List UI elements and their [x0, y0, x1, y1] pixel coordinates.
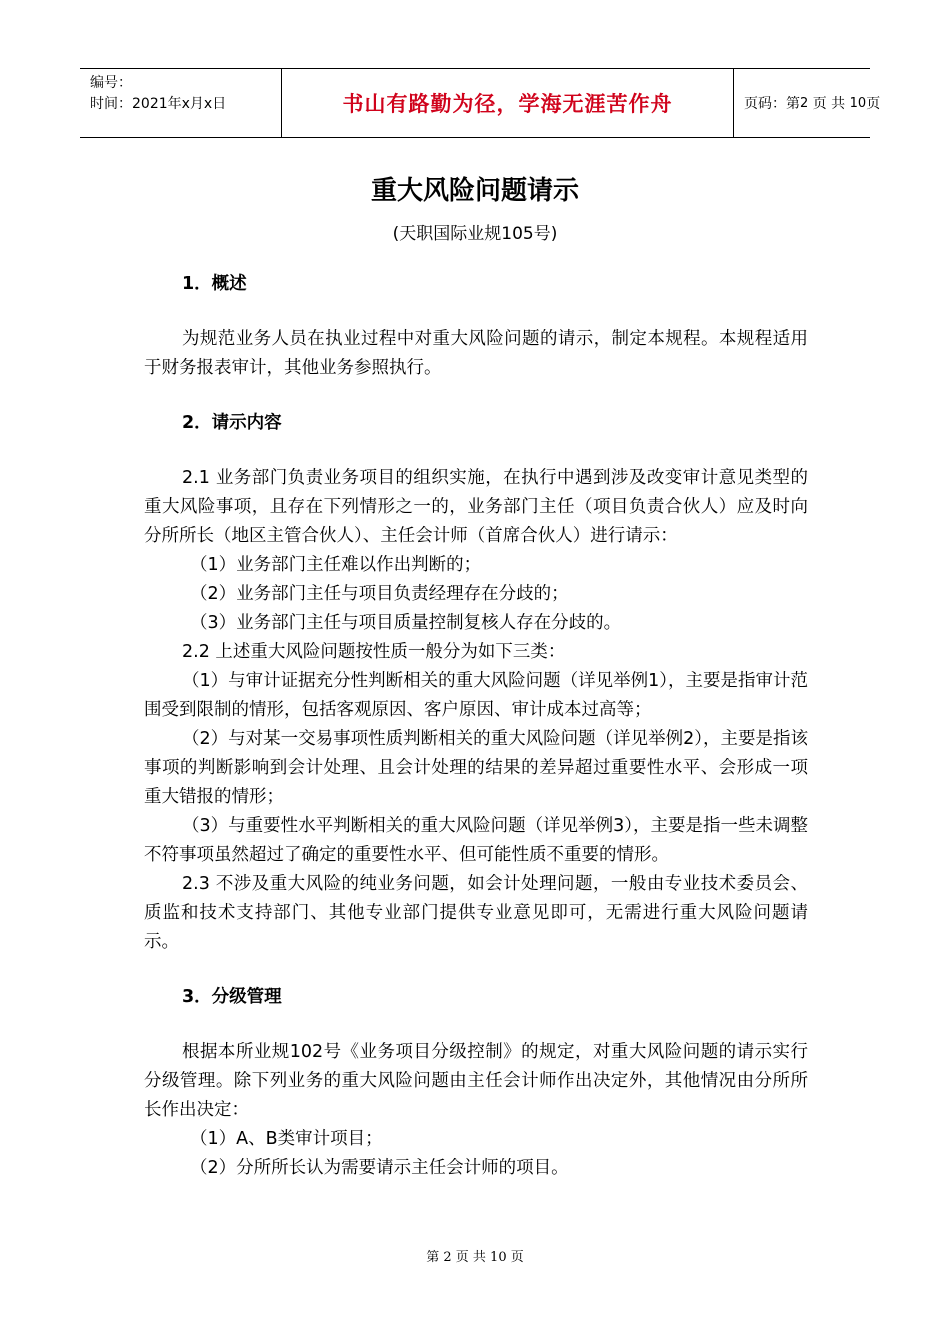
motto-text: 书山有路勤为径，学海无涯苦作舟	[342, 91, 673, 116]
section-2-3-paragraph: 2.3 不涉及重大风险的纯业务问题，如会计处理问题，一般由专业技术委员会、质监和技术支持部门、其他专业部门提供专业意见即可，无需进行重大风险问题请示。	[144, 874, 808, 952]
page-current: 2	[800, 95, 809, 111]
list-item: （2）与对某一交易事项性质判断相关的重大风险问题（详见举例2），主要是指该事项的判断影响到会计处理、且会计处理的结果的差异超过重要性水平、会形成一项重大错报的情形；	[144, 729, 809, 807]
header-motto-cell	[282, 69, 734, 137]
document-title: 重大风险问题请示	[370, 176, 579, 206]
time-label: 时间：2021年x月x日	[90, 96, 227, 112]
list-item: （2）业务部门主任与项目负责经理存在分歧的；	[190, 584, 569, 604]
document-body	[144, 270, 808, 1183]
section-heading-2: 2．请示内容	[182, 413, 282, 433]
page-end: 页	[866, 96, 881, 112]
page-mid: 页 共	[812, 96, 846, 112]
section-heading-1: 1．概述	[182, 274, 247, 294]
number-label: 编号：	[90, 75, 132, 91]
page-label: 页码：第	[744, 96, 800, 112]
page-total: 10	[849, 95, 867, 111]
section-2-1-paragraph: 2.1 业务部门负责业务项目的组织实施，在执行中遇到涉及改变审计意见类型的重大风险事项，且存在下列情形之一的，业务部门主任（项目负责合伙人）应及时向分所所长（地区主管合伙人）、主任会计师（首席合伙人）进行请示：	[144, 468, 808, 546]
document-subtitle: (天职国际业规105号)	[392, 224, 558, 244]
list-item: （1）A、B类审计项目；	[190, 1129, 383, 1149]
section-3-paragraph: 根据本所业规102号《业务项目分级控制》的规定，对重大风险问题的请示实行分级管理。除下列业务的重大风险问题由主任会计师作出决定外，其他情况由分所所长作出决定：	[144, 1042, 808, 1120]
list-item: （2）分所所长认为需要请示主任会计师的项目。	[190, 1158, 569, 1178]
page-header	[80, 68, 881, 138]
list-item: （1）业务部门主任难以作出判断的；	[190, 555, 482, 575]
header-meta-cell	[80, 69, 282, 137]
list-item: （3）与重要性水平判断相关的重大风险问题（详见举例3），主要是指一些未调整不符事项虽然超过了确定的重要性水平、但可能性质不重要的情形。	[144, 816, 809, 865]
list-item: （1）与审计证据充分性判断相关的重大风险问题（详见举例1），主要是指审计范围受到限制的情形，包括客观原因、客户原因、审计成本过高等；	[144, 671, 809, 720]
section-1-paragraph: 为规范业务人员在执业过程中对重大风险问题的请示，制定本规程。本规程适用于财务报表审计，其他业务参照执行。	[144, 329, 808, 378]
section-heading-3: 3．分级管理	[182, 987, 282, 1007]
list-item: （3）业务部门主任与项目质量控制复核人存在分歧的。	[190, 613, 622, 633]
header-page-cell	[734, 69, 881, 137]
section-2-2-paragraph: 2.2 上述重大风险问题按性质一般分为如下三类：	[182, 642, 566, 662]
page-footer: 第 2 页 共 10 页	[426, 1250, 524, 1265]
